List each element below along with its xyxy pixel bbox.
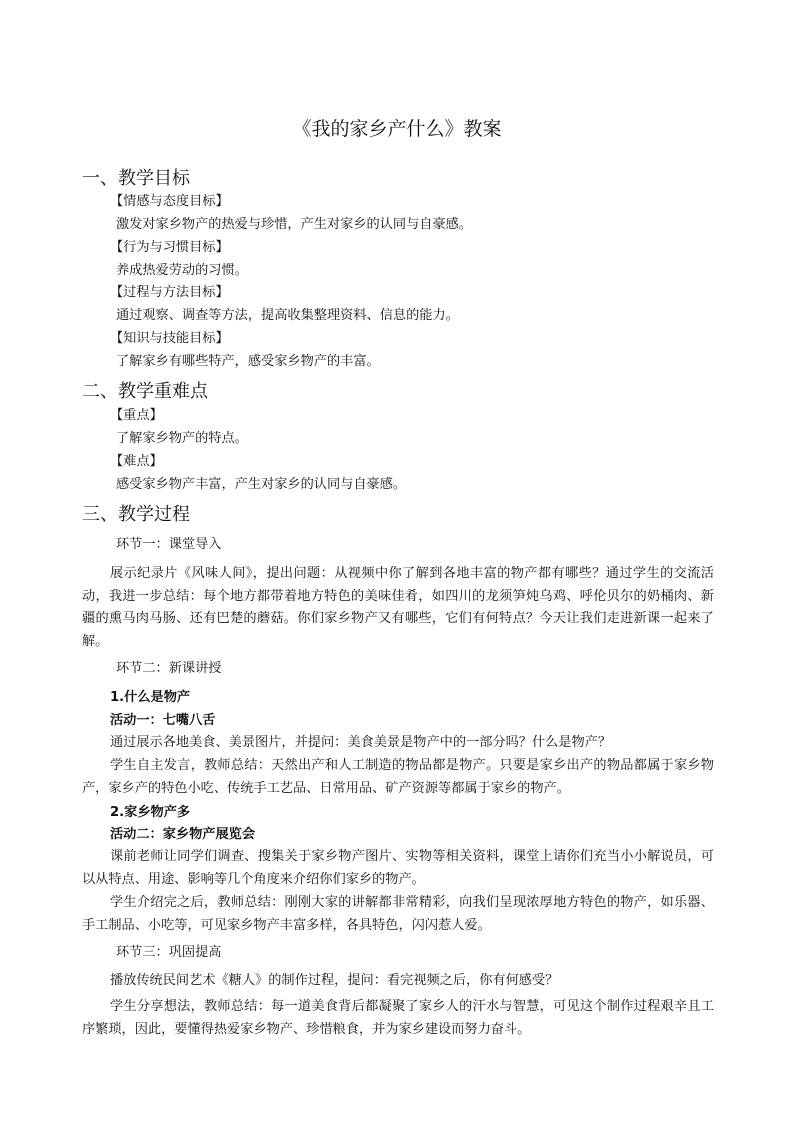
activity-one-heading: 活动一：七嘴八舌 bbox=[110, 713, 216, 728]
step-heading-new-lesson: 环节二：新课讲授 bbox=[116, 661, 222, 676]
objective-label-process: 【过程与方法目标】 bbox=[110, 285, 229, 300]
key-point-label: 【重点】 bbox=[110, 408, 163, 423]
objective-text-emotion: 激发对家乡物产的热爱与珍惜，产生对家乡的认同与自豪感。 bbox=[116, 217, 473, 232]
objective-text-behavior: 养成热爱劳动的习惯。 bbox=[116, 263, 248, 278]
objective-label-emotion: 【情感与态度目标】 bbox=[110, 194, 229, 209]
paragraph-teacher-summary-2: 学生介绍完之后，教师总结：刚刚大家的讲解都非常精彩，向我们呈现浓厚地方特色的物产，如乐器、手工制品、小吃等，可见家乡物产丰富多样，各具特色，闪闪惹人爱。 bbox=[82, 895, 714, 933]
section-heading-process: 三、教学过程 bbox=[82, 504, 190, 525]
difficulty-text: 感受家乡物产丰富，产生对家乡的认同与自豪感。 bbox=[116, 477, 407, 492]
objective-label-knowledge: 【知识与技能目标】 bbox=[110, 331, 229, 346]
paragraph-teacher-summary-1: 学生自主发言，教师总结：天然出产和人工制造的物品都是物产。只要是家乡出产的物品都属于家乡物产，家乡产的特色小吃、传统手工艺品、日常用品、矿产资源等都属于家乡的物产。 bbox=[82, 758, 714, 796]
objective-text-knowledge: 了解家乡有哪些特产，感受家乡物产的丰富。 bbox=[116, 354, 380, 369]
document-title: 《我的家乡产什么》教案 bbox=[292, 118, 502, 140]
key-point-text: 了解家乡物产的特点。 bbox=[116, 431, 248, 446]
subheading-what-is-product: 1.什么是物产 bbox=[110, 690, 191, 705]
section-heading-key-points: 二、教学重难点 bbox=[82, 381, 208, 402]
step-heading-consolidation: 环节三：巩固提高 bbox=[116, 945, 222, 960]
paragraph-video-question: 播放传统民间艺术《糖人》的制作过程，提问：看完视频之后，你有何感受？ bbox=[110, 973, 559, 988]
activity-two-heading: 活动二：家乡物产展览会 bbox=[110, 827, 256, 842]
paragraph-teacher-summary-3: 学生分享想法，教师总结：每一道美食背后都凝聚了家乡人的汗水与智慧，可见这个制作过程艰辛且工序繁琐，因此，要懂得热爱家乡物产、珍惜粮食，并为家乡建设而努力奋斗。 bbox=[82, 999, 714, 1037]
difficulty-label: 【难点】 bbox=[110, 454, 163, 469]
paragraph-activity-one: 通过展示各地美食、美景图片，并提问：美食美景是物产中的一部分吗？什么是物产？ bbox=[110, 735, 612, 750]
paragraph-intro: 展示纪录片《风味人间》，提出问题：从视频中你了解到各地丰富的物产都有哪些？通过学生的交流活动，我进一步总结：每个地方都带着地方特色的美味佳肴，如四川的龙须笋炖乌鸡、呼伦贝尔的奶桶肉、新疆的熏马肉马肠、还有巴楚的蘑菇。你们家乡物产又有哪些，它们有何特点？今天让我们走进新课一起来了解。 bbox=[82, 566, 714, 649]
paragraph-activity-two: 课前老师让同学们调查、搜集关于家乡物产图片、实物等相关资料，课堂上请你们充当小小解说员，可以从特点、用途、影响等几个角度来介绍你们家乡的物产。 bbox=[82, 849, 714, 887]
objective-label-behavior: 【行为与习惯目标】 bbox=[110, 240, 229, 255]
section-heading-objectives: 一、教学目标 bbox=[82, 168, 190, 189]
objective-text-process: 通过观察、调查等方法，提高收集整理资料、信息的能力。 bbox=[116, 308, 459, 323]
subheading-many-products: 2.家乡物产多 bbox=[110, 805, 191, 820]
step-heading-intro: 环节一：课堂导入 bbox=[116, 537, 222, 552]
